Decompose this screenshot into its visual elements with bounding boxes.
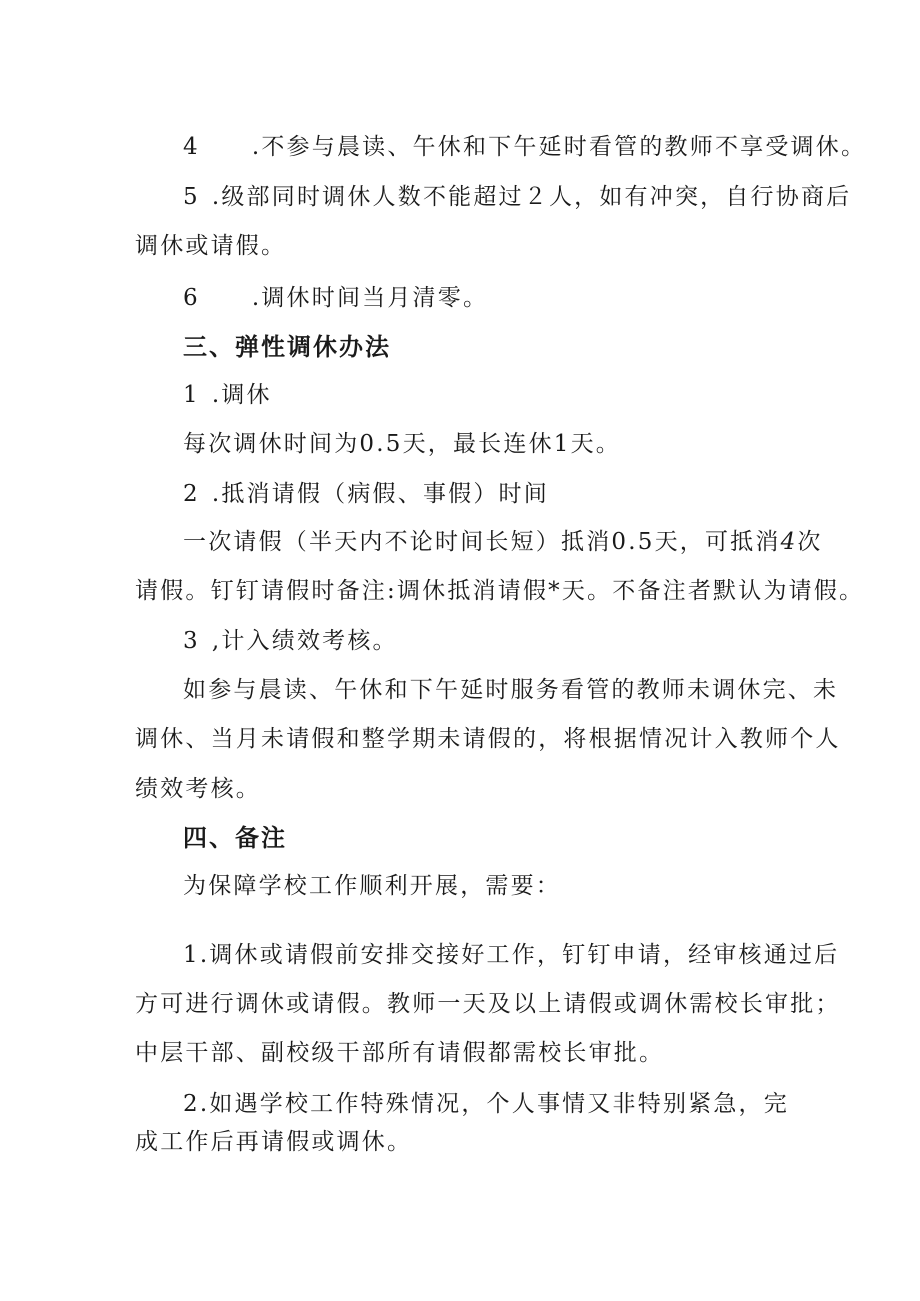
section-3-sub-3-line-3: 绩效考核。 bbox=[135, 776, 261, 802]
item-5-text: .级部同时调休人数不能超过２人，如有冲突，自行协商后 bbox=[211, 184, 852, 210]
sub-3-label: ,计入绩效考核。 bbox=[211, 628, 398, 654]
sub-2-number: 2 bbox=[183, 481, 200, 507]
item-4-text: .不参与晨读、午休和下午延时看管的教师不享受调休。 bbox=[251, 134, 867, 160]
section-3-sub-2-line-2: 请假。钉钉请假时备注:调休抵消请假*天。不备注者默认为请假。 bbox=[135, 578, 865, 604]
sub-2-line-1-b: 次 bbox=[797, 529, 823, 555]
section-3-sub-3 bbox=[183, 626, 398, 656]
section-3-sub-2 bbox=[183, 479, 549, 509]
section-3-sub-2-line-1 bbox=[183, 527, 823, 557]
section-3-sub-3-line-2: 调休、当月未请假和整学期未请假的，将根据情况计入教师个人 bbox=[135, 726, 841, 752]
section-3-sub-1-text: 每次调休时间为0.5天，最长连休1天。 bbox=[183, 431, 622, 457]
item-6-text: .调休时间当月清零。 bbox=[251, 285, 489, 311]
section-3-heading: 三、弹性调休办法 bbox=[183, 333, 391, 361]
sub-2-line-1-num: 4 bbox=[780, 529, 798, 555]
item-4 bbox=[183, 132, 866, 162]
note-1-line-2: 方可进行调休或请假。教师一天及以上请假或调休需校长审批； bbox=[135, 991, 841, 1017]
section-4-intro: 为保障学校工作顺利开展，需要： bbox=[183, 873, 561, 899]
item-5-line-1 bbox=[183, 182, 851, 212]
note-2-line-2: 成工作后再请假或调休。 bbox=[135, 1129, 413, 1155]
sub-2-line-1-a: 一次请假（半天内不论时间长短）抵消0.5天，可抵消 bbox=[183, 529, 781, 555]
item-6-number: 6 bbox=[183, 285, 200, 311]
item-5-number: 5 bbox=[183, 184, 200, 210]
section-3-sub-1 bbox=[183, 380, 272, 410]
sub-2-label: .抵消请假（病假、事假）时间 bbox=[211, 481, 549, 507]
note-2-line-1: 2.如遇学校工作特殊情况，个人事情又非特别紧急，完 bbox=[183, 1091, 789, 1117]
section-4-heading: 四、备注 bbox=[183, 824, 287, 852]
sub-1-label: .调休 bbox=[211, 382, 272, 408]
note-1-line-1: 1.调休或请假前安排交接好工作，钉钉申请，经审核通过后 bbox=[183, 942, 840, 968]
item-4-number: 4 bbox=[183, 134, 200, 160]
note-1-line-3: 中层干部、副校级干部所有请假都需校长审批。 bbox=[135, 1040, 665, 1066]
item-5-line-2: 调休或请假。 bbox=[135, 233, 287, 259]
section-3-sub-3-line-1: 如参与晨读、午休和下午延时服务看管的教师未调休完、未 bbox=[183, 677, 839, 703]
sub-1-number: 1 bbox=[183, 382, 200, 408]
item-6 bbox=[183, 283, 488, 313]
sub-3-number: 3 bbox=[183, 628, 200, 654]
